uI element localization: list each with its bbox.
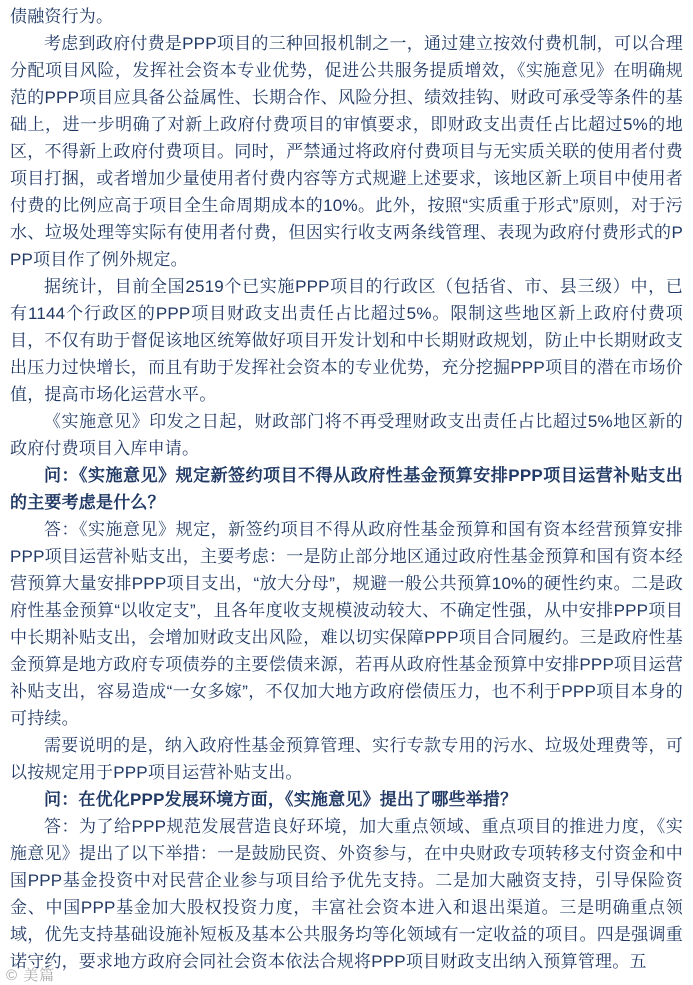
watermark-partial: © 美篇 <box>6 967 56 984</box>
question-paragraph: 问：在优化PPP发展环境方面，《实施意见》提出了哪些举措？ <box>44 790 518 809</box>
paragraph: 《实施意见》印发之日起，财政部门将不再受理财政支出责任占比超过5%地区新的政府付费项目入库申请。 <box>10 412 683 458</box>
paragraph: 答：为了给PPP规范发展营造良好环境，加大重点领域、重点项目的推进力度，《实施意见》提出了以下举措：一是鼓励民资、外资参与，在中央财政专项转移支付资金和中国PPP基金投资中对民营企业参与项目给予优先支持。二是加大融资支持，引导保险资金、中国PPP基金加大股权投资力度，丰富社会资本进入和退出渠道。三是明确重点领域，优先支持基础设施补短板及基本公共服务均等化领域有一定收益的项目。四是强调重诺守约，要求地方政府会同社会资本依法合规将PPP项目财政支出纳入预算管理。五 <box>10 817 683 971</box>
paragraph: 据统计，目前全国2519个已实施PPP项目的行政区（包括省、市、县三级）中，已有1144个行政区的PPP项目财政支出责任占比超过5%。限制这些地区新上政府付费项目，不仅有助于督促该地区统筹做好项目开发计划和中长期财政规划，防止中长期财政支出压力过快增长，而且有助于发挥社会资本的专业优势，充分挖掘PPP项目的潜在市场价值，提高市场化运营水平。 <box>10 277 683 404</box>
paragraph: 债融资行为。 <box>10 7 114 26</box>
paragraph: 答：《实施意见》规定，新签约项目不得从政府性基金预算和国有资本经营预算安排PPP项目运营补贴支出，主要考虑：一是防止部分地区通过政府性基金预算和国有资本经营预算大量安排PPP项目支出，“放大分母”，规避一般公共预算10%的硬性约束。二是政府性基金预算“以收定支”，且各年度收支规模波动较大、不确定性强，从中安排PPP项目中长期补贴支出，会增加财政支出风险，难以切实保障PPP项目合同履约。三是政府性基金预算是地方政府专项债券的主要偿债来源，若再从政府性基金预算中安排PPP项目运营补贴支出，容易造成“一女多嫁”，不仅加大地方政府偿债压力，也不利于PPP项目本身的可持续。 <box>10 520 683 728</box>
paragraph: 考虑到政府付费是PPP项目的三种回报机制之一，通过建立按效付费机制，可以合理分配项目风险，发挥社会资本专业优势，促进公共服务提质增效，《实施意见》在明确规范的PPP项目应具备公益属性、长期合作、风险分担、绩效挂钩、财政可承受等条件的基础上，进一步明确了对新上政府付费项目的审慎要求，即财政支出责任占比超过5%的地区，不得新上政府付费项目。同时，严禁通过将政府付费项目与无实质关联的使用者付费项目打捆，或者增加少量使用者付费内容等方式规避上述要求，该地区新上项目中使用者付费的比例应高于项目全生命周期成本的10%。此外，按照“实质重于形式”原则，对于污水、垃圾处理等实际有使用者付费，但因实行收支两条线管理、表现为政府付费形式的PPP项目作了例外规定。 <box>10 34 683 269</box>
paragraph: 需要说明的是，纳入政府性基金预算管理、实行专款专用的污水、垃圾处理费等，可以按规定用于PPP项目运营补贴支出。 <box>10 736 683 782</box>
question-paragraph: 问：《实施意见》规定新签约项目不得从政府性基金预算安排PPP项目运营补贴支出的主要考虑是什么？ <box>10 466 683 512</box>
